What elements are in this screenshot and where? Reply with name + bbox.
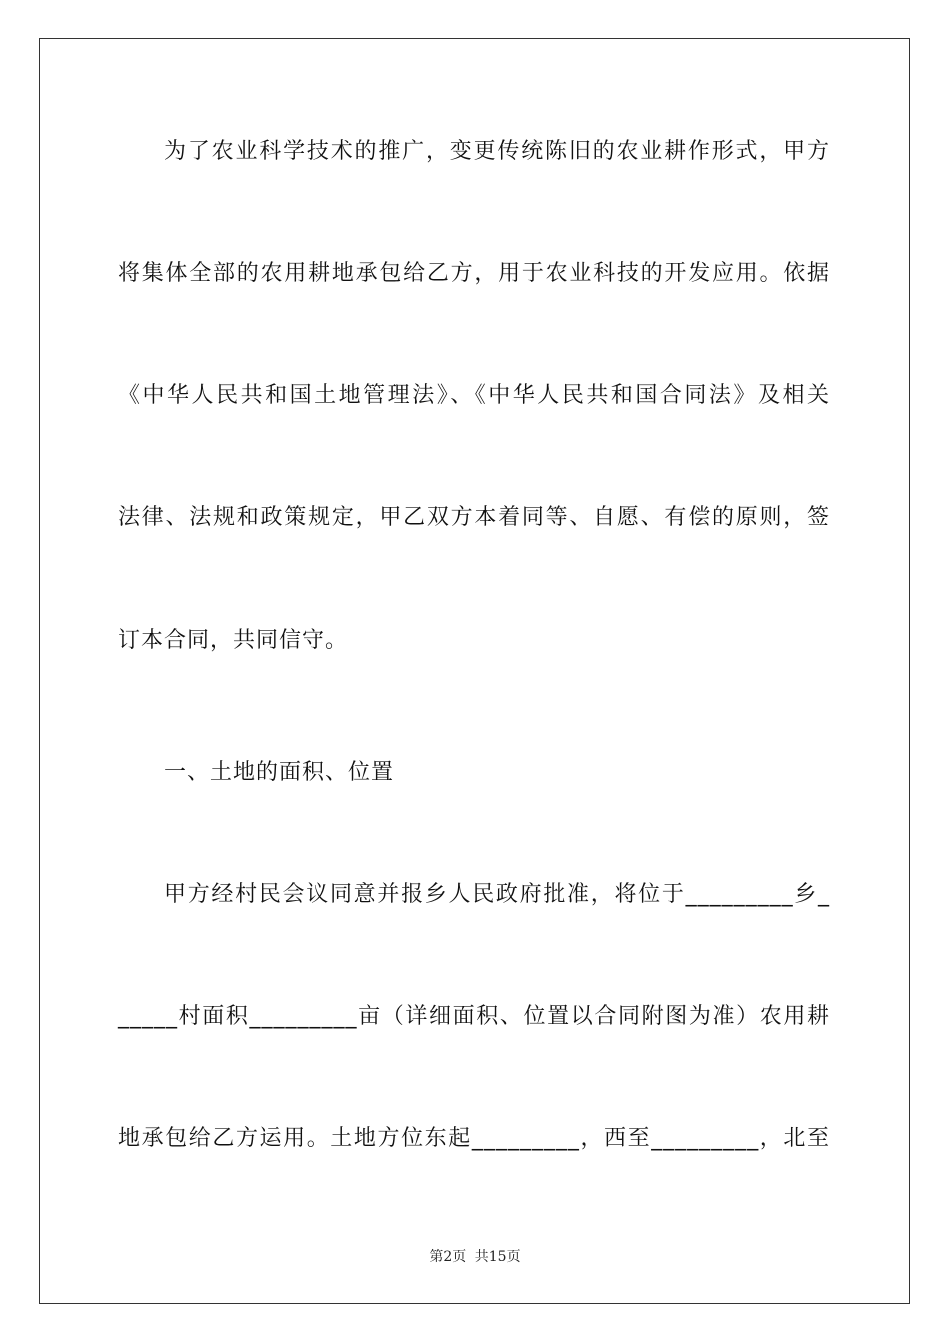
- section-heading: 一、土地的面积、位置: [164, 760, 395, 785]
- paragraph-line-1: 为了农业科学技术的推广，变更传统陈旧的农业耕作形式，甲方: [164, 139, 830, 164]
- page-footer: [0, 1246, 950, 1266]
- page-total: 共15页: [474, 1249, 521, 1265]
- paragraph-line-4: 法律、法规和政策规定，甲乙双方本着同等、自愿、有偿的原则，签: [118, 505, 830, 530]
- paragraph-line-3: 《中华人民共和国土地管理法》、《中华人民共和国合同法》及相关: [118, 383, 830, 408]
- paragraph-line-8: _____村面积_________亩（详细面积、位置以合同附图为准）农用耕: [118, 1004, 830, 1029]
- paragraph-line-2: 将集体全部的农用耕地承包给乙方，用于农业科技的开发应用。依据: [118, 261, 830, 286]
- paragraph-line-9: 地承包给乙方运用。土地方位东起_________，西至_________，北至: [118, 1126, 830, 1151]
- paragraph-line-5: 订本合同，共同信守。: [118, 628, 349, 653]
- page-number: 第2页: [429, 1249, 467, 1265]
- paragraph-line-7: 甲方经村民会议同意并报乡人民政府批准，将位于_________乡_: [164, 882, 830, 907]
- page-border: [39, 38, 910, 1304]
